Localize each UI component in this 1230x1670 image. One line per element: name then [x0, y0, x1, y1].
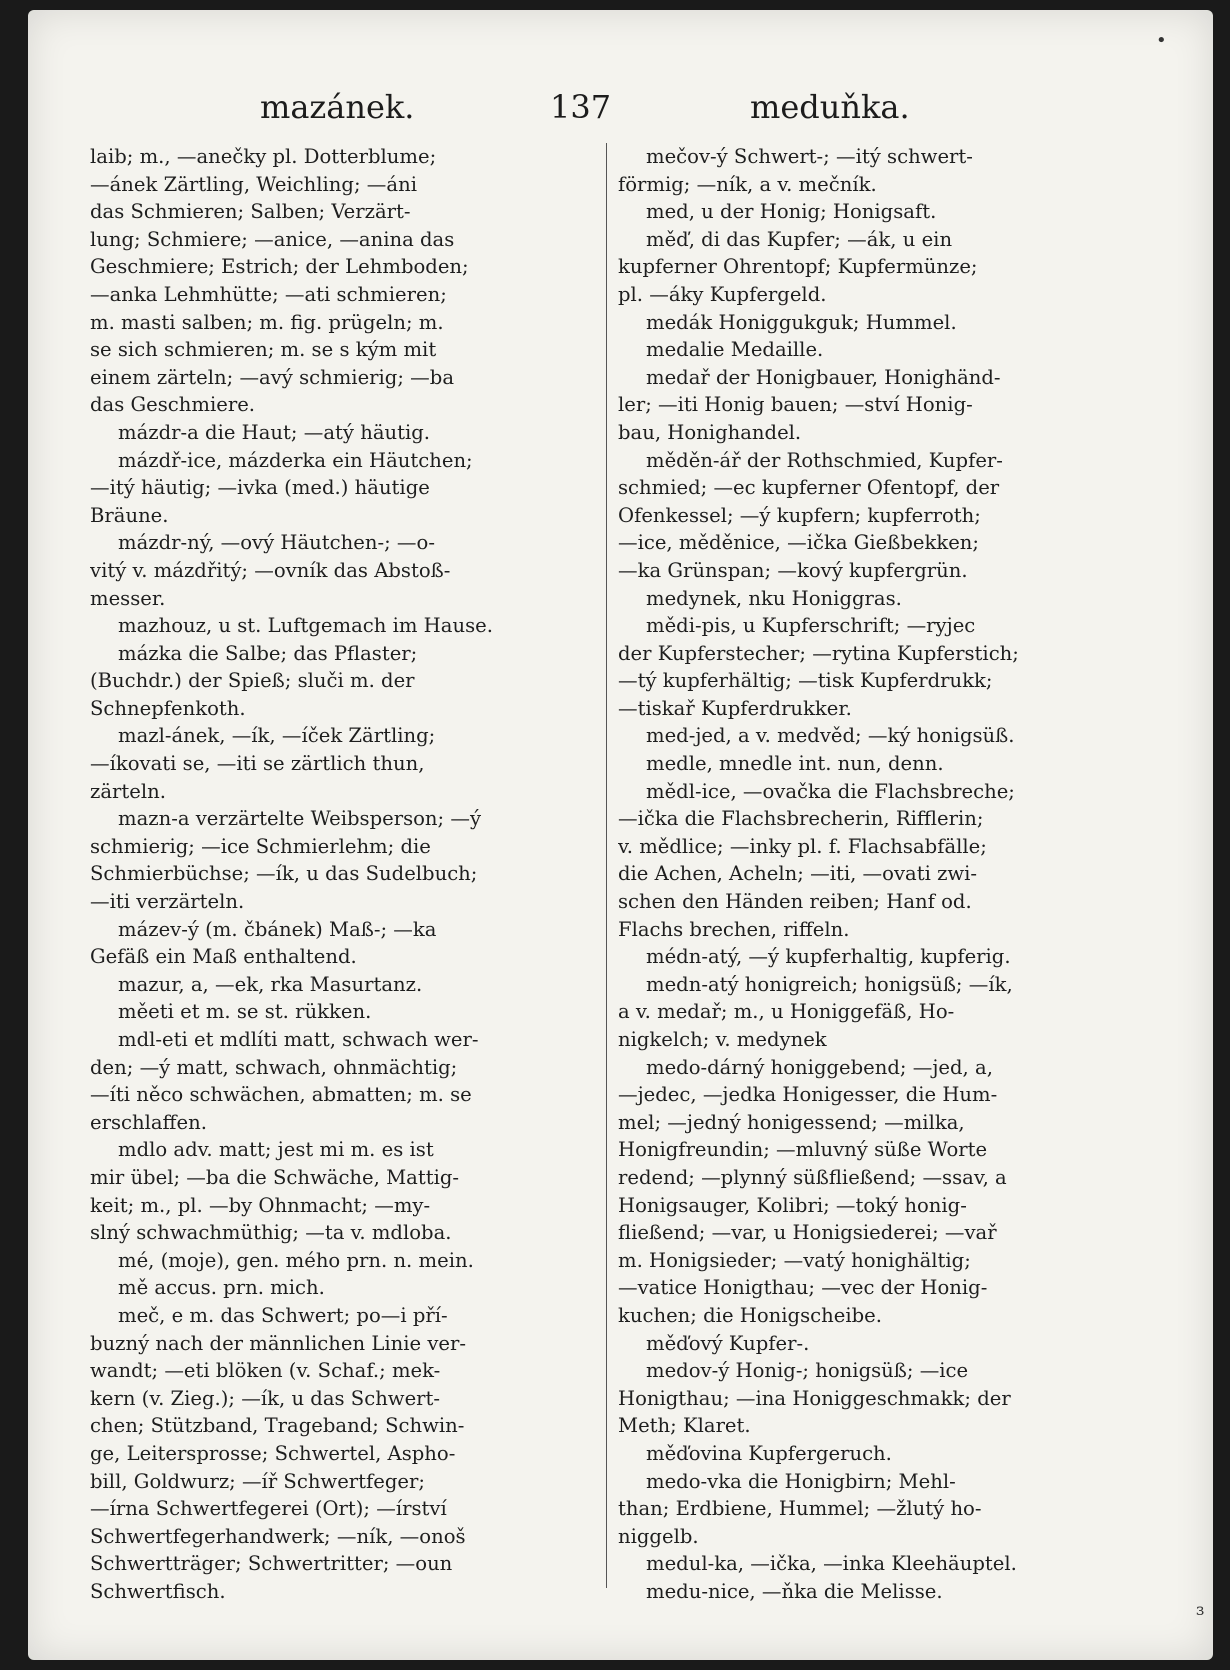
dictionary-line: bau, Honighandel.	[618, 420, 802, 444]
dictionary-line: Bräune.	[90, 503, 169, 527]
dictionary-line: schmied; —ec kupferner Ofentopf, der	[618, 476, 1000, 500]
dictionary-line: —ánek Zärtling, Weichling; —áni	[90, 172, 417, 196]
dictionary-line: lung; Schmiere; —anice, —anina das	[90, 227, 455, 251]
dictionary-line: medo-vka die Honigbirn; Mehl-	[646, 1469, 956, 1493]
dictionary-line: einem zärteln; —avý schmierig; —ba	[90, 365, 454, 389]
dictionary-line: buzný nach der männlichen Linie ver-	[90, 1331, 466, 1355]
dictionary-line: —ička die Flachsbrecherin, Rifflerin;	[618, 807, 984, 831]
dictionary-line: v. mědlice; —inky pl. f. Flachsabfälle;	[618, 834, 987, 858]
dictionary-line: medn-atý honigreich; honigsüß; —ík,	[646, 972, 1013, 996]
dictionary-line: mě accus. prn. mich.	[118, 1276, 325, 1300]
dictionary-line: Honigfreundin; —mluvný süße Worte	[618, 1138, 988, 1162]
dictionary-line: Schwertfegerhandwerk; —ník, —onoš	[90, 1524, 466, 1548]
dictionary-line: medu-nice, —ňka die Melisse.	[646, 1579, 943, 1603]
dictionary-line: zärteln.	[90, 779, 166, 803]
left-headword: mazánek.	[260, 88, 415, 126]
dictionary-line: médn-atý, —ý kupferhaltig, kupferig.	[646, 945, 1011, 969]
dictionary-line: med, u der Honig; Honigsaft.	[646, 200, 937, 224]
dictionary-line: a v. medař; m., u Honiggefäß, Ho-	[618, 1000, 955, 1024]
dictionary-line: medynek, nku Honiggras.	[646, 586, 902, 610]
dictionary-line: m. masti salben; m. fig. prügeln; m.	[90, 310, 444, 334]
dictionary-line: med-jed, a v. medvěd; —ký honigsüß.	[646, 724, 1015, 748]
dictionary-line: mázev-ý (m. čbánek) Maß-; —ka	[118, 917, 437, 941]
dictionary-line: medul-ka, —ička, —inka Kleehäuptel.	[646, 1552, 1017, 1576]
dictionary-line: —vatice Honigthau; —vec der Honig-	[618, 1276, 988, 1300]
dictionary-line: —iti verzärteln.	[90, 890, 245, 914]
dictionary-line: than; Erdbiene, Hummel; —žlutý ho-	[618, 1497, 982, 1521]
dictionary-line: měeti et m. se st. rükken.	[118, 1000, 372, 1024]
dictionary-line: mel; —jedný honigessend; —milka,	[618, 1110, 965, 1134]
dictionary-line: —itý häutig; —ivka (med.) häutige	[90, 476, 430, 500]
dictionary-line: měděn-ář der Rothschmied, Kupfer-	[646, 448, 1003, 472]
dictionary-line: měď, di das Kupfer; —ák, u ein	[646, 227, 953, 251]
dictionary-line: mir übel; —ba die Schwäche, Mattig-	[90, 1165, 460, 1189]
dictionary-line: —ka Grünspan; —kový kupfergrün.	[618, 558, 968, 582]
dictionary-line: mědl-ice, —ovačka die Flachsbreche;	[646, 779, 1015, 803]
dictionary-line: schen den Händen reiben; Hanf od.	[618, 890, 972, 914]
dictionary-line: —anka Lehmhütte; —ati schmieren;	[90, 282, 447, 306]
dictionary-line: Honigsauger, Kolibri; —toký honig-	[618, 1193, 967, 1217]
right-headword: meduňka.	[750, 88, 910, 126]
dictionary-line: fließend; —var, u Honigsiederei; —vař	[618, 1221, 997, 1245]
dictionary-line: Honigthau; —ina Honiggeschmakk; der	[618, 1386, 1011, 1410]
dictionary-line: mazl-ánek, —ík, —íček Zärtling;	[118, 724, 436, 748]
dictionary-line: —tiskař Kupferdrukker.	[618, 696, 852, 720]
dictionary-line: měďovina Kupfergeruch.	[646, 1441, 892, 1465]
dictionary-line: Gefäß ein Maß enthaltend.	[90, 945, 357, 969]
dictionary-line: chen; Stützband, Trageband; Schwin-	[90, 1414, 465, 1438]
dictionary-line: erschlaffen.	[90, 1110, 207, 1134]
dictionary-line: nigkelch; v. medynek	[618, 1028, 827, 1051]
dictionary-line: medák Honiggukguk; Hummel.	[646, 310, 957, 334]
dictionary-line: kuchen; die Honigscheibe.	[618, 1303, 882, 1327]
dictionary-line: mdlo adv. matt; jest mi m. es ist	[118, 1138, 434, 1162]
dictionary-line: pl. —áky Kupfergeld.	[618, 282, 827, 306]
dictionary-line: mázdr-ný, —ový Häutchen-; —o-	[118, 531, 435, 555]
dictionary-line: slný schwachmüthig; —ta v. mdloba.	[90, 1221, 452, 1245]
dictionary-line: —íkovati se, —iti se zärtlich thun,	[90, 752, 425, 776]
dictionary-line: mázdr-a die Haut; —atý häutig.	[118, 420, 431, 444]
dictionary-line: mědi-pis, u Kupferschrift; —ryjec	[646, 614, 976, 638]
dictionary-line: mázka die Salbe; das Pflaster;	[118, 641, 418, 665]
dictionary-line: —íti něco schwächen, abmatten; m. se	[90, 1083, 472, 1107]
dictionary-line: (Buchdr.) der Spieß; sluči m. der	[90, 669, 415, 693]
dictionary-line: der Kupferstecher; —rytina Kupferstich;	[618, 641, 1019, 665]
dictionary-line: bill, Goldwurz; —íř Schwertfeger;	[90, 1469, 425, 1493]
dictionary-line: keit; m., pl. —by Ohnmacht; —my-	[90, 1193, 431, 1217]
dictionary-line: die Achen, Acheln; —iti, —ovati zwi-	[618, 862, 978, 886]
dictionary-line: —tý kupferhältig; —tisk Kupferdrukk;	[618, 669, 993, 693]
dictionary-line: das Schmieren; Salben; Verzärt-	[90, 200, 411, 224]
dictionary-line: —ice, měděnice, —ička Gießbekken;	[618, 531, 980, 555]
dictionary-line: mé, (moje), gen. mého prn. n. mein.	[118, 1248, 474, 1272]
left-column	[90, 143, 595, 1603]
dictionary-line: měďový Kupfer-.	[646, 1331, 810, 1355]
dictionary-line: ge, Leitersprosse; Schwertel, Aspho-	[90, 1441, 456, 1465]
dictionary-line: —írna Schwertfegerei (Ort); —írství	[90, 1497, 447, 1521]
page-header	[28, 88, 1213, 138]
dictionary-line: m. Honigsieder; —vatý honighältig;	[618, 1248, 971, 1272]
dictionary-line: ler; —iti Honig bauen; —ství Honig-	[618, 393, 973, 417]
dictionary-line: förmig; —ník, a v. mečník.	[618, 172, 877, 196]
dictionary-line: den; —ý matt, schwach, ohnmächtig;	[90, 1055, 458, 1079]
dictionary-line: Flachs brechen, riffeln.	[618, 917, 850, 941]
dictionary-line: kern (v. Zieg.); —ík, u das Schwert-	[90, 1386, 441, 1410]
dictionary-line: das Geschmiere.	[90, 393, 256, 417]
margin-mark-top: •	[1156, 30, 1167, 51]
dictionary-line: wandt; —eti blöken (v. Schaf.; mek-	[90, 1359, 441, 1383]
page-number: 137	[550, 88, 612, 126]
dictionary-line: mazn-a verzärtelte Weibsperson; —ý	[118, 807, 482, 831]
dictionary-line: medle, mnedle int. nun, denn.	[646, 752, 944, 776]
dictionary-line: mdl-eti et mdlíti matt, schwach wer-	[118, 1028, 479, 1051]
dictionary-line: meč, e m. das Schwert; po—i pří-	[118, 1303, 448, 1327]
dictionary-line: mazhouz, u st. Luftgemach im Hause.	[118, 614, 493, 638]
margin-mark-bottom: ɜ	[1196, 1600, 1205, 1619]
dictionary-line: medo-dárný honiggebend; —jed, a,	[646, 1055, 993, 1079]
dictionary-line: —jedec, —jedka Honigesser, die Hum-	[618, 1083, 998, 1107]
dictionary-line: vitý v. mázdřitý; —ovník das Abstoß-	[90, 558, 451, 582]
dictionary-line: laib; m., —anečky pl. Dotterblume;	[90, 145, 437, 168]
dictionary-line: Schnepfenkoth.	[90, 696, 246, 720]
dictionary-line: niggelb.	[618, 1524, 699, 1548]
dictionary-line: Schwertfisch.	[90, 1579, 226, 1603]
dictionary-line: redend; —plynný süßfließend; —ssav, a	[618, 1165, 1007, 1189]
column-divider	[606, 143, 607, 1588]
dictionary-line: Schwertträger; Schwertritter; —oun	[90, 1552, 453, 1576]
dictionary-line: mazur, a, —ek, rka Masurtanz.	[118, 972, 423, 996]
dictionary-line: schmierig; —ice Schmierlehm; die	[90, 834, 431, 858]
dictionary-line: kupferner Ohrentopf; Kupfermünze;	[618, 255, 978, 279]
dictionary-line: mázdř-ice, mázderka ein Häutchen;	[118, 448, 473, 472]
dictionary-line: Meth; Klaret.	[618, 1414, 751, 1438]
dictionary-line: messer.	[90, 586, 166, 610]
dictionary-line: mečov-ý Schwert-; —itý schwert-	[646, 145, 973, 168]
dictionary-line: se sich schmieren; m. se s kým mit	[90, 338, 437, 362]
dictionary-line: medov-ý Honig-; honigsüß; —ice	[646, 1359, 969, 1383]
dictionary-line: Geschmiere; Estrich; der Lehmboden;	[90, 255, 469, 279]
dictionary-line: medař der Honigbauer, Honighänd-	[646, 365, 1001, 389]
right-column	[618, 143, 1128, 1603]
dictionary-line: medalie Medaille.	[646, 338, 824, 362]
dictionary-line: Schmierbüchse; —ík, u das Sudelbuch;	[90, 862, 478, 886]
dictionary-page	[28, 10, 1213, 1660]
dictionary-line: Ofenkessel; —ý kupfern; kupferroth;	[618, 503, 981, 527]
